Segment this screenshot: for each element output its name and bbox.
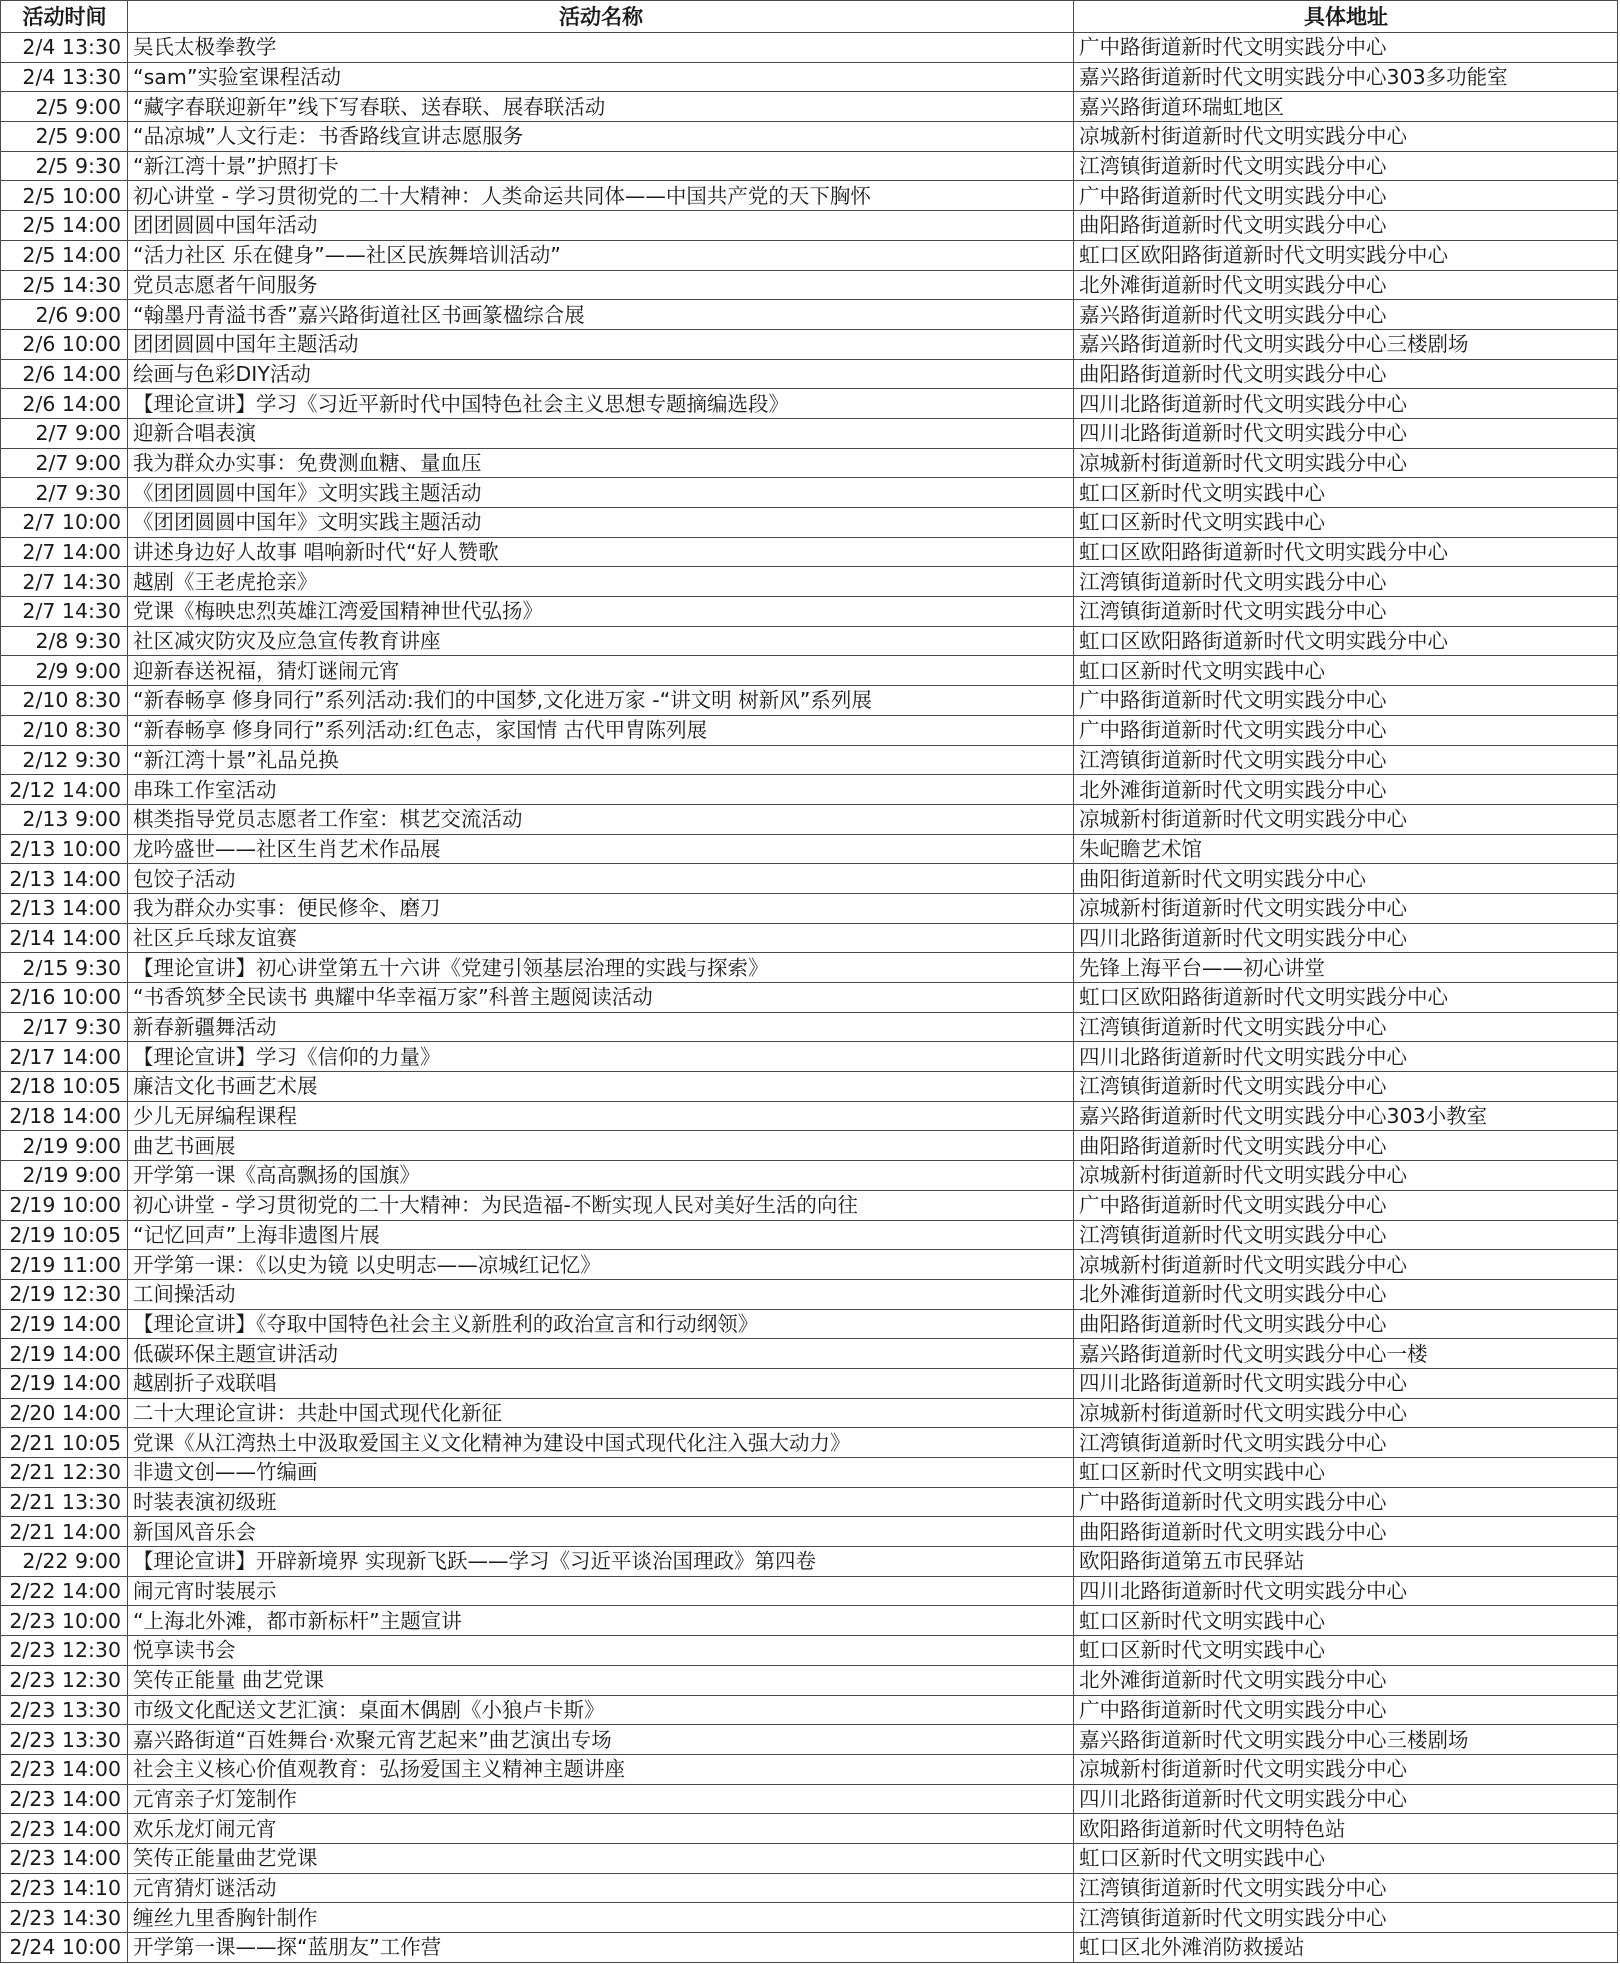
- activity-time-cell: 2/19 11:00: [1, 1250, 128, 1280]
- activity-address-cell: 广中路街道新时代文明实践分中心: [1074, 686, 1618, 716]
- table-row: [1, 1012, 1618, 1042]
- activity-time-cell: 2/6 10:00: [1, 329, 128, 359]
- activity-time-cell: 2/19 9:00: [1, 1161, 128, 1191]
- table-row: [1, 1903, 1618, 1933]
- activity-time-cell: 2/21 10:05: [1, 1428, 128, 1458]
- activity-name-cell: 开学第一课《高高飘扬的国旗》: [128, 1161, 1074, 1191]
- activity-time-cell: 2/19 10:05: [1, 1220, 128, 1250]
- activity-name-cell: 包饺子活动: [128, 864, 1074, 894]
- table-row: [1, 1636, 1618, 1666]
- activity-time-cell: 2/23 14:00: [1, 1754, 128, 1784]
- activity-address-cell: 凉城新村街道新时代文明实践分中心: [1074, 893, 1618, 923]
- activity-address-cell: 江湾镇街道新时代文明实践分中心: [1074, 1012, 1618, 1042]
- table-row: [1, 1101, 1618, 1131]
- activity-address-cell: 北外滩街道新时代文明实践分中心: [1074, 1279, 1618, 1309]
- activity-name-cell: 笑传正能量 曲艺党课: [128, 1665, 1074, 1695]
- table-row: [1, 1220, 1618, 1250]
- activity-name-cell: “新江湾十景”护照打卡: [128, 151, 1074, 181]
- activity-address-cell: 北外滩街道新时代文明实践分中心: [1074, 270, 1618, 300]
- activity-address-cell: 江湾镇街道新时代文明实践分中心: [1074, 1873, 1618, 1903]
- activity-time-cell: 2/19 14:00: [1, 1339, 128, 1369]
- table-row: [1, 715, 1618, 745]
- table-row: [1, 656, 1618, 686]
- table-row: [1, 329, 1618, 359]
- activity-address-cell: 四川北路街道新时代文明实践分中心: [1074, 1784, 1618, 1814]
- table-row: [1, 834, 1618, 864]
- activity-address-cell: 先锋上海平台——初心讲堂: [1074, 953, 1618, 983]
- activity-name-cell: “新春畅享 修身同行”系列活动:红色志，家国情 古代甲胄陈列展: [128, 715, 1074, 745]
- table-row: [1, 1695, 1618, 1725]
- table-row: [1, 537, 1618, 567]
- activity-name-cell: 《团团圆圆中国年》文明实践主题活动: [128, 478, 1074, 508]
- activity-name-cell: 串珠工作室活动: [128, 775, 1074, 805]
- activity-name-cell: 【理论宣讲】开辟新境界 实现新飞跃——学习《习近平谈治国理政》第四卷: [128, 1547, 1074, 1577]
- activity-name-cell: 欢乐龙灯闹元宵: [128, 1814, 1074, 1844]
- activity-address-cell: 曲阳路街道新时代文明实践分中心: [1074, 1517, 1618, 1547]
- activity-time-cell: 2/19 9:00: [1, 1131, 128, 1161]
- activity-name-cell: 低碳环保主题宣讲活动: [128, 1339, 1074, 1369]
- activity-time-cell: 2/13 9:00: [1, 804, 128, 834]
- activity-name-cell: 《团团圆圆中国年》文明实践主题活动: [128, 508, 1074, 538]
- activity-address-cell: 江湾镇街道新时代文明实践分中心: [1074, 1072, 1618, 1102]
- table-row: [1, 1754, 1618, 1784]
- activity-name-cell: “sam”实验室课程活动: [128, 62, 1074, 92]
- activity-time-cell: 2/7 14:00: [1, 537, 128, 567]
- activity-name-cell: 元宵亲子灯笼制作: [128, 1784, 1074, 1814]
- activity-address-cell: 广中路街道新时代文明实践分中心: [1074, 1190, 1618, 1220]
- table-row: [1, 122, 1618, 152]
- table-row: [1, 478, 1618, 508]
- table-row: [1, 804, 1618, 834]
- activity-time-cell: 2/17 9:30: [1, 1012, 128, 1042]
- activity-name-cell: 社会主义核心价值观教育：弘扬爱国主义精神主题讲座: [128, 1754, 1074, 1784]
- table-row: [1, 300, 1618, 330]
- table-row: [1, 893, 1618, 923]
- activity-address-cell: 江湾镇街道新时代文明实践分中心: [1074, 1428, 1618, 1458]
- activity-name-cell: 市级文化配送文艺汇演：桌面木偶剧《小狼卢卡斯》: [128, 1695, 1074, 1725]
- activity-address-cell: 江湾镇街道新时代文明实践分中心: [1074, 567, 1618, 597]
- activity-time-cell: 2/23 14:30: [1, 1903, 128, 1933]
- header-name: 活动名称: [128, 1, 1074, 33]
- activity-name-cell: 【理论宣讲】学习《习近平新时代中国特色社会主义思想专题摘编选段》: [128, 389, 1074, 419]
- activity-time-cell: 2/16 10:00: [1, 983, 128, 1013]
- activity-time-cell: 2/22 9:00: [1, 1547, 128, 1577]
- table-row: [1, 1814, 1618, 1844]
- table-row: [1, 626, 1618, 656]
- table-row: [1, 181, 1618, 211]
- activity-name-cell: 时装表演初级班: [128, 1487, 1074, 1517]
- activity-time-cell: 2/5 14:30: [1, 270, 128, 300]
- table-row: [1, 864, 1618, 894]
- activity-address-cell: 江湾镇街道新时代文明实践分中心: [1074, 1220, 1618, 1250]
- activity-time-cell: 2/23 12:30: [1, 1665, 128, 1695]
- table-row: [1, 1428, 1618, 1458]
- activity-address-cell: 广中路街道新时代文明实践分中心: [1074, 181, 1618, 211]
- activity-name-cell: “品凉城”人文行走：书香路线宣讲志愿服务: [128, 122, 1074, 152]
- activity-name-cell: “上海北外滩，都市新标杆”主题宣讲: [128, 1606, 1074, 1636]
- activity-address-cell: 凉城新村街道新时代文明实践分中心: [1074, 1398, 1618, 1428]
- activity-time-cell: 2/20 14:00: [1, 1398, 128, 1428]
- activity-time-cell: 2/6 14:00: [1, 389, 128, 419]
- activity-time-cell: 2/23 12:30: [1, 1636, 128, 1666]
- activity-address-cell: 江湾镇街道新时代文明实践分中心: [1074, 597, 1618, 627]
- activity-name-cell: “书香筑梦全民读书 典耀中华幸福万家”科普主题阅读活动: [128, 983, 1074, 1013]
- table-row: [1, 1517, 1618, 1547]
- activity-time-cell: 2/7 14:30: [1, 597, 128, 627]
- table-row: [1, 923, 1618, 953]
- table-row: [1, 1843, 1618, 1873]
- activity-name-cell: 吴氏太极拳教学: [128, 33, 1074, 63]
- activity-time-cell: 2/19 14:00: [1, 1368, 128, 1398]
- activity-time-cell: 2/22 14:00: [1, 1576, 128, 1606]
- activity-time-cell: 2/6 14:00: [1, 359, 128, 389]
- activity-name-cell: 二十大理论宣讲：共赴中国式现代化新征: [128, 1398, 1074, 1428]
- activity-name-cell: 【理论宣讲】《夺取中国特色社会主义新胜利的政治宣言和行动纲领》: [128, 1309, 1074, 1339]
- table-row: [1, 1576, 1618, 1606]
- activity-address-cell: 嘉兴路街道新时代文明实践分中心三楼剧场: [1074, 1725, 1618, 1755]
- header-time: 活动时间: [1, 1, 128, 33]
- table-row: [1, 1487, 1618, 1517]
- activity-time-cell: 2/13 14:00: [1, 864, 128, 894]
- activity-address-cell: 虹口区新时代文明实践中心: [1074, 478, 1618, 508]
- activity-name-cell: 曲艺书画展: [128, 1131, 1074, 1161]
- table-row: [1, 92, 1618, 122]
- table-row: [1, 33, 1618, 63]
- activity-name-cell: “翰墨丹青溢书香”嘉兴路街道社区书画篆楹综合展: [128, 300, 1074, 330]
- activity-time-cell: 2/19 14:00: [1, 1309, 128, 1339]
- activity-name-cell: 元宵猜灯谜活动: [128, 1873, 1074, 1903]
- activity-name-cell: 新国风音乐会: [128, 1517, 1074, 1547]
- activity-address-cell: 朱屺瞻艺术馆: [1074, 834, 1618, 864]
- table-row: [1, 359, 1618, 389]
- activity-address-cell: 江湾镇街道新时代文明实践分中心: [1074, 745, 1618, 775]
- activity-address-cell: 四川北路街道新时代文明实践分中心: [1074, 418, 1618, 448]
- activity-address-cell: 四川北路街道新时代文明实践分中心: [1074, 1576, 1618, 1606]
- activity-address-cell: 曲阳路街道新时代文明实践分中心: [1074, 1309, 1618, 1339]
- table-row: [1, 1042, 1618, 1072]
- table-row: [1, 389, 1618, 419]
- activity-name-cell: 初心讲堂 - 学习贯彻党的二十大精神：为民造福-不断实现人民对美好生活的向往: [128, 1190, 1074, 1220]
- activity-time-cell: 2/21 14:00: [1, 1517, 128, 1547]
- table-row: [1, 1339, 1618, 1369]
- activity-time-cell: 2/5 10:00: [1, 181, 128, 211]
- activity-address-cell: 虹口区北外滩消防救援站: [1074, 1933, 1618, 1963]
- table-row: [1, 151, 1618, 181]
- activity-time-cell: 2/7 14:30: [1, 567, 128, 597]
- activity-time-cell: 2/5 9:00: [1, 122, 128, 152]
- activity-name-cell: “新江湾十景”礼品兑换: [128, 745, 1074, 775]
- table-row: [1, 1131, 1618, 1161]
- activity-time-cell: 2/18 14:00: [1, 1101, 128, 1131]
- activity-name-cell: 讲述身边好人故事 唱响新时代“好人赞歌: [128, 537, 1074, 567]
- activity-name-cell: 缠丝九里香胸针制作: [128, 1903, 1074, 1933]
- table-row: [1, 1606, 1618, 1636]
- activity-address-cell: 四川北路街道新时代文明实践分中心: [1074, 1368, 1618, 1398]
- activity-address-cell: 四川北路街道新时代文明实践分中心: [1074, 923, 1618, 953]
- activity-address-cell: 虹口区新时代文明实践中心: [1074, 1843, 1618, 1873]
- activity-name-cell: 少儿无屏编程课程: [128, 1101, 1074, 1131]
- table-row: [1, 62, 1618, 92]
- activity-time-cell: 2/23 14:00: [1, 1784, 128, 1814]
- activity-address-cell: 四川北路街道新时代文明实践分中心: [1074, 1042, 1618, 1072]
- activity-time-cell: 2/23 13:30: [1, 1725, 128, 1755]
- activity-time-cell: 2/21 13:30: [1, 1487, 128, 1517]
- table-row: [1, 1458, 1618, 1488]
- activity-name-cell: 党课《梅映忠烈英雄江湾爱国精神世代弘扬》: [128, 597, 1074, 627]
- activity-name-cell: 闹元宵时装展示: [128, 1576, 1074, 1606]
- activity-time-cell: 2/9 9:00: [1, 656, 128, 686]
- table-row: [1, 1665, 1618, 1695]
- activity-address-cell: 嘉兴路街道新时代文明实践分中心303多功能室: [1074, 62, 1618, 92]
- activity-name-cell: 越剧《王老虎抢亲》: [128, 567, 1074, 597]
- activity-time-cell: 2/6 9:00: [1, 300, 128, 330]
- activity-time-cell: 2/23 14:00: [1, 1843, 128, 1873]
- activity-name-cell: 新春新疆舞活动: [128, 1012, 1074, 1042]
- activity-name-cell: 工间操活动: [128, 1279, 1074, 1309]
- activity-time-cell: 2/23 10:00: [1, 1606, 128, 1636]
- table-row: [1, 1309, 1618, 1339]
- activity-time-cell: 2/7 9:30: [1, 478, 128, 508]
- activity-address-cell: 广中路街道新时代文明实践分中心: [1074, 33, 1618, 63]
- activity-name-cell: 笑传正能量曲艺党课: [128, 1843, 1074, 1873]
- activity-time-cell: 2/19 12:30: [1, 1279, 128, 1309]
- table-row: [1, 240, 1618, 270]
- activity-address-cell: 欧阳路街道新时代文明特色站: [1074, 1814, 1618, 1844]
- activity-address-cell: 虹口区欧阳路街道新时代文明实践分中心: [1074, 240, 1618, 270]
- activity-name-cell: “新春畅享 修身同行”系列活动:我们的中国梦,文化进万家 -“讲文明 树新风”系列展: [128, 686, 1074, 716]
- table-row: [1, 686, 1618, 716]
- activity-name-cell: 迎新春送祝福，猜灯谜闹元宵: [128, 656, 1074, 686]
- table-row: [1, 1368, 1618, 1398]
- activity-name-cell: 社区减灾防灾及应急宣传教育讲座: [128, 626, 1074, 656]
- activity-address-cell: 广中路街道新时代文明实践分中心: [1074, 1695, 1618, 1725]
- activity-address-cell: 曲阳路街道新时代文明实践分中心: [1074, 1131, 1618, 1161]
- activity-time-cell: 2/21 12:30: [1, 1458, 128, 1488]
- table-row: [1, 1250, 1618, 1280]
- activity-address-cell: 凉城新村街道新时代文明实践分中心: [1074, 804, 1618, 834]
- activity-name-cell: 悦享读书会: [128, 1636, 1074, 1666]
- activity-time-cell: 2/13 14:00: [1, 893, 128, 923]
- activity-name-cell: 棋类指导党员志愿者工作室：棋艺交流活动: [128, 804, 1074, 834]
- table-row: [1, 567, 1618, 597]
- activity-name-cell: 【理论宣讲】初心讲堂第五十六讲《党建引领基层治理的实践与探索》: [128, 953, 1074, 983]
- activity-time-cell: 2/8 9:30: [1, 626, 128, 656]
- activity-time-cell: 2/13 10:00: [1, 834, 128, 864]
- activity-time-cell: 2/7 9:00: [1, 448, 128, 478]
- activity-time-cell: 2/15 9:30: [1, 953, 128, 983]
- activity-time-cell: 2/23 14:00: [1, 1814, 128, 1844]
- activity-address-cell: 虹口区新时代文明实践中心: [1074, 1606, 1618, 1636]
- table-row: [1, 418, 1618, 448]
- table-row: [1, 508, 1618, 538]
- activity-name-cell: “记忆回声”上海非遗图片展: [128, 1220, 1074, 1250]
- activity-name-cell: 社区乒乓球友谊赛: [128, 923, 1074, 953]
- table-row: [1, 1547, 1618, 1577]
- activity-name-cell: 迎新合唱表演: [128, 418, 1074, 448]
- activity-name-cell: 我为群众办实事：便民修伞、磨刀: [128, 893, 1074, 923]
- activity-time-cell: 2/23 13:30: [1, 1695, 128, 1725]
- activity-name-cell: 初心讲堂 - 学习贯彻党的二十大精神：人类命运共同体——中国共产党的天下胸怀: [128, 181, 1074, 211]
- activity-address-cell: 虹口区欧阳路街道新时代文明实践分中心: [1074, 537, 1618, 567]
- activity-address-cell: 嘉兴路街道新时代文明实践分中心三楼剧场: [1074, 329, 1618, 359]
- activity-address-cell: 凉城新村街道新时代文明实践分中心: [1074, 1754, 1618, 1784]
- table-row: [1, 1161, 1618, 1191]
- activity-time-cell: 2/5 14:00: [1, 211, 128, 241]
- activity-address-cell: 虹口区新时代文明实践中心: [1074, 1458, 1618, 1488]
- activity-time-cell: 2/12 9:30: [1, 745, 128, 775]
- table-row: [1, 953, 1618, 983]
- activity-name-cell: 【理论宣讲】学习《信仰的力量》: [128, 1042, 1074, 1072]
- activity-time-cell: 2/7 9:00: [1, 418, 128, 448]
- activity-address-cell: 四川北路街道新时代文明实践分中心: [1074, 389, 1618, 419]
- header-address: 具体地址: [1074, 1, 1618, 33]
- activity-address-cell: 江湾镇街道新时代文明实践分中心: [1074, 1903, 1618, 1933]
- activity-address-cell: 凉城新村街道新时代文明实践分中心: [1074, 448, 1618, 478]
- activity-time-cell: 2/7 10:00: [1, 508, 128, 538]
- activity-name-cell: 龙吟盛世——社区生肖艺术作品展: [128, 834, 1074, 864]
- activity-address-cell: 凉城新村街道新时代文明实践分中心: [1074, 122, 1618, 152]
- activity-time-cell: 2/14 14:00: [1, 923, 128, 953]
- schedule-rows: [1, 33, 1618, 1963]
- header-row: [1, 1, 1618, 33]
- table-row: [1, 1873, 1618, 1903]
- table-row: [1, 1784, 1618, 1814]
- activity-time-cell: 2/23 14:10: [1, 1873, 128, 1903]
- activity-name-cell: “藏字春联迎新年”线下写春联、送春联、展春联活动: [128, 92, 1074, 122]
- activity-name-cell: 我为群众办实事：免费测血糖、量血压: [128, 448, 1074, 478]
- activity-time-cell: 2/5 14:00: [1, 240, 128, 270]
- activity-address-cell: 北外滩街道新时代文明实践分中心: [1074, 1665, 1618, 1695]
- activity-name-cell: 党员志愿者午间服务: [128, 270, 1074, 300]
- table-row: [1, 1190, 1618, 1220]
- activity-time-cell: 2/10 8:30: [1, 686, 128, 716]
- activity-address-cell: 虹口区新时代文明实践中心: [1074, 1636, 1618, 1666]
- activity-address-cell: 嘉兴路街道新时代文明实践分中心: [1074, 300, 1618, 330]
- activity-time-cell: 2/4 13:30: [1, 62, 128, 92]
- table-row: [1, 270, 1618, 300]
- activity-address-cell: 广中路街道新时代文明实践分中心: [1074, 1487, 1618, 1517]
- activity-address-cell: 广中路街道新时代文明实践分中心: [1074, 715, 1618, 745]
- activity-time-cell: 2/12 14:00: [1, 775, 128, 805]
- activity-name-cell: 团团圆圆中国年活动: [128, 211, 1074, 241]
- activity-time-cell: 2/10 8:30: [1, 715, 128, 745]
- table-row: [1, 211, 1618, 241]
- activity-address-cell: 北外滩街道新时代文明实践分中心: [1074, 775, 1618, 805]
- activity-time-cell: 2/5 9:00: [1, 92, 128, 122]
- activity-time-cell: 2/4 13:30: [1, 33, 128, 63]
- activity-address-cell: 虹口区欧阳路街道新时代文明实践分中心: [1074, 983, 1618, 1013]
- activity-address-cell: 嘉兴路街道新时代文明实践分中心一楼: [1074, 1339, 1618, 1369]
- activity-address-cell: 江湾镇街道新时代文明实践分中心: [1074, 151, 1618, 181]
- activity-name-cell: 开学第一课：《以史为镜 以史明志——凉城红记忆》: [128, 1250, 1074, 1280]
- activity-time-cell: 2/5 9:30: [1, 151, 128, 181]
- activity-name-cell: 越剧折子戏联唱: [128, 1368, 1074, 1398]
- activity-name-cell: 非遗文创——竹编画: [128, 1458, 1074, 1488]
- activity-time-cell: 2/18 10:05: [1, 1072, 128, 1102]
- activity-address-cell: 曲阳路街道新时代文明实践分中心: [1074, 211, 1618, 241]
- activity-address-cell: 凉城新村街道新时代文明实践分中心: [1074, 1161, 1618, 1191]
- table-row: [1, 775, 1618, 805]
- activity-address-cell: 嘉兴路街道新时代文明实践分中心303小教室: [1074, 1101, 1618, 1131]
- activity-address-cell: 曲阳路街道新时代文明实践分中心: [1074, 359, 1618, 389]
- activity-address-cell: 凉城新村街道新时代文明实践分中心: [1074, 1250, 1618, 1280]
- table-row: [1, 983, 1618, 1013]
- table-row: [1, 1398, 1618, 1428]
- activity-time-cell: 2/17 14:00: [1, 1042, 128, 1072]
- table-row: [1, 1933, 1618, 1963]
- activity-address-cell: 嘉兴路街道环瑞虹地区: [1074, 92, 1618, 122]
- table-row: [1, 448, 1618, 478]
- table-row: [1, 1279, 1618, 1309]
- activity-address-cell: 欧阳路街道第五市民驿站: [1074, 1547, 1618, 1577]
- activity-name-cell: 开学第一课——探“蓝朋友”工作营: [128, 1933, 1074, 1963]
- table-row: [1, 745, 1618, 775]
- activity-address-cell: 虹口区新时代文明实践中心: [1074, 508, 1618, 538]
- activity-name-cell: 党课《从江湾热土中汲取爱国主义文化精神为建设中国式现代化注入强大动力》: [128, 1428, 1074, 1458]
- activity-name-cell: 嘉兴路街道“百姓舞台·欢聚元宵艺起来”曲艺演出专场: [128, 1725, 1074, 1755]
- activity-time-cell: 2/24 10:00: [1, 1933, 128, 1963]
- activity-name-cell: 廉洁文化书画艺术展: [128, 1072, 1074, 1102]
- table-row: [1, 1072, 1618, 1102]
- activity-address-cell: 曲阳街道新时代文明实践分中心: [1074, 864, 1618, 894]
- activity-name-cell: “活力社区 乐在健身”——社区民族舞培训活动”: [128, 240, 1074, 270]
- activity-address-cell: 虹口区欧阳路街道新时代文明实践分中心: [1074, 626, 1618, 656]
- activity-name-cell: 绘画与色彩DIY活动: [128, 359, 1074, 389]
- activity-time-cell: 2/19 10:00: [1, 1190, 128, 1220]
- activity-address-cell: 虹口区新时代文明实践中心: [1074, 656, 1618, 686]
- table-row: [1, 597, 1618, 627]
- activity-name-cell: 团团圆圆中国年主题活动: [128, 329, 1074, 359]
- table-row: [1, 1725, 1618, 1755]
